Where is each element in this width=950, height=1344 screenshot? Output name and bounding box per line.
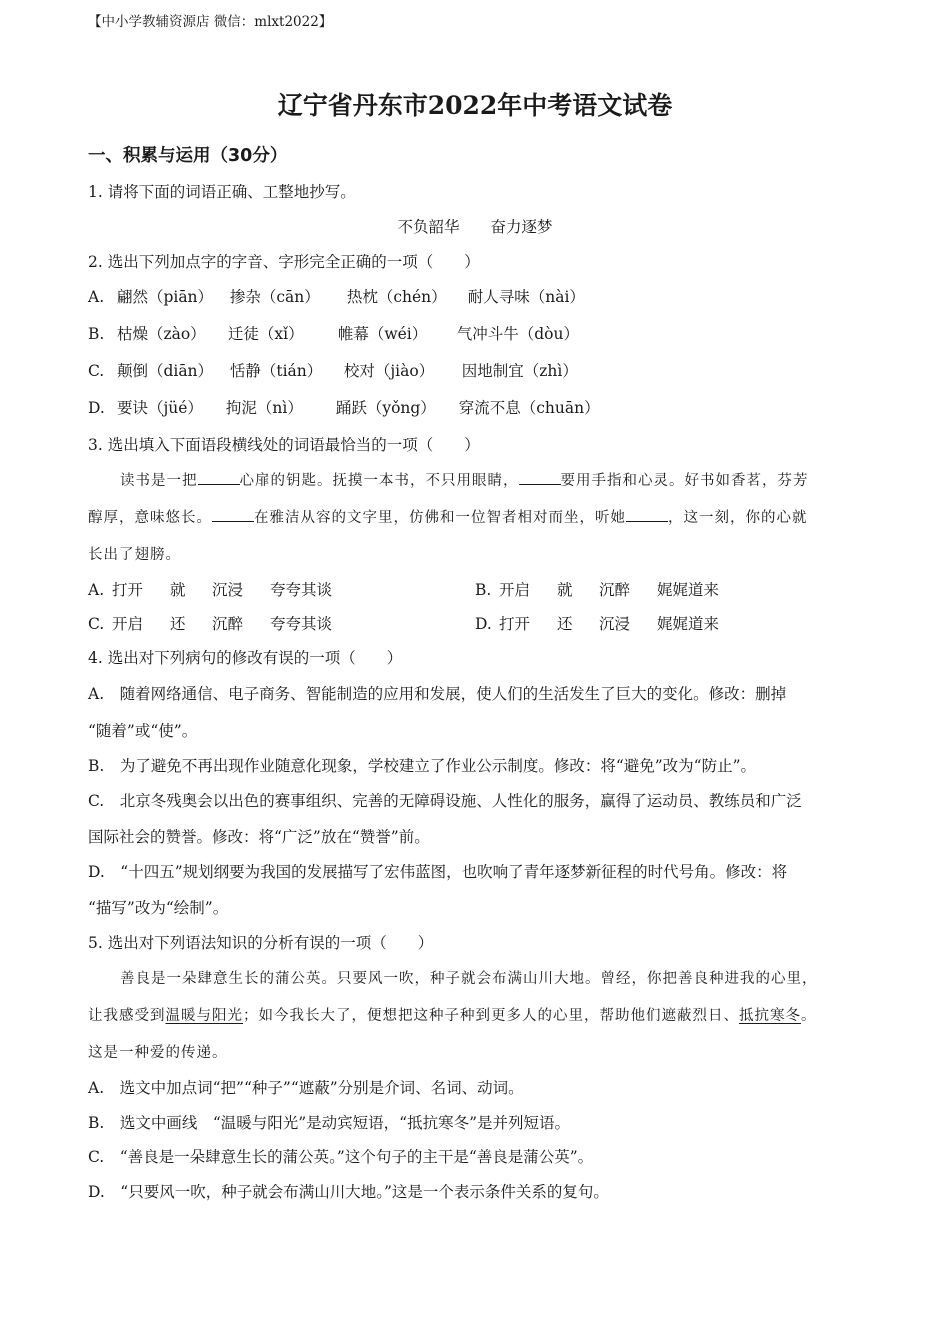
q2-option-c [88, 360, 578, 382]
option-letter: B. [88, 325, 105, 343]
passage-text: 在雅洁从容的文字里，仿佛和一位智者相对而坐，听她 [254, 510, 626, 526]
option-word: 沉醉 [212, 615, 244, 633]
option-word: 恬静（tián） [229, 362, 323, 380]
option-letter: D. [475, 615, 492, 633]
q4-option-d-line-2: “描写”改为“绘制”。 [88, 899, 229, 917]
fill-blank [626, 507, 668, 522]
option-word: 夸夸其谈 [270, 615, 333, 633]
option-word: 打开 [499, 615, 531, 633]
option-word: 因地制宜（zhì） [461, 362, 578, 380]
option-word: 枯燥（zào） [116, 325, 206, 343]
q3-passage-line-1 [120, 470, 809, 492]
option-word: 打开 [112, 581, 144, 599]
q4-option-a-line-2: “随着”或“使”。 [88, 722, 198, 740]
option-word: 掺杂（cān） [229, 288, 320, 306]
passage-text: ，这一刻，你的心就 [668, 510, 808, 526]
option-word: 穿流不息（chuān） [458, 399, 600, 417]
option-word: 还 [557, 615, 573, 633]
underlined-phrase: 温暖与阳光 [165, 1008, 243, 1024]
option-word: 沉醉 [599, 581, 631, 599]
fill-blank [212, 507, 254, 522]
question-4-stem: 4. 选出对下列病句的修改有误的一项（ ） [88, 649, 403, 667]
option-word: 开启 [112, 615, 144, 633]
q5-option-a: A. 选文中加点词“把”“种子”“遮蔽”分别是介词、名词、动词。 [88, 1079, 524, 1097]
section-heading: 一、积累与运用（30分） [88, 146, 288, 166]
option-word: 夸夸其谈 [270, 581, 333, 599]
q3-option-d [475, 613, 719, 635]
option-word: 气冲斗牛（dòu） [456, 325, 579, 343]
q5-passage-line-1: 善良是一朵肆意生长的蒲公英。只要风一吹，种子就会布满山川大地。曾经，你把善良种进我的心里， [120, 971, 818, 987]
exam-title: 辽宁省丹东市2022年中考语文试卷 [277, 91, 673, 120]
option-word: 热枕（chén） [346, 288, 447, 306]
question-2-stem: 2. 选出下列加点字的字音、字形完全正确的一项（ ） [88, 253, 480, 271]
option-letter: A. [88, 288, 105, 306]
option-letter: D. [88, 399, 105, 417]
fill-blank [519, 470, 561, 485]
passage-text: ；如今我长大了，便想把这种子种到更多人的心里，帮助他们遮蔽烈日、 [243, 1008, 739, 1024]
option-word: 就 [170, 581, 186, 599]
option-letter: C. [88, 362, 105, 380]
option-word: 颠倒（diān） [116, 362, 214, 380]
option-word: 帷幕（wéi） [337, 325, 428, 343]
copy-words: 不负韶华 奋力逐梦 [397, 218, 553, 236]
shop-header: 【中小学教辅资源店 微信：mlxt2022】 [88, 14, 333, 30]
option-word: 踊跃（yǒng） [335, 399, 436, 417]
option-word: 翩然（piān） [116, 288, 214, 306]
q3-option-c [88, 613, 332, 635]
option-word: 迁徒（xǐ） [227, 325, 304, 343]
option-word: 开启 [499, 581, 531, 599]
q3-option-b [475, 579, 719, 601]
option-letter: A. [88, 581, 105, 599]
q4-option-b: B. 为了避免不再出现作业随意化现象，学校建立了作业公示制度。修改：将“避免”改为“防止”。 [88, 757, 757, 775]
option-word: 耐人寻味（nài） [467, 288, 585, 306]
passage-text: 让我感受到 [88, 1008, 166, 1024]
q2-option-a [88, 286, 585, 308]
passage-text: 读书是一把 [120, 473, 198, 489]
option-word: 沉浸 [599, 615, 631, 633]
option-word: 娓娓道来 [657, 615, 720, 633]
q2-option-b [88, 323, 579, 345]
question-3-stem: 3. 选出填入下面语段横线处的词语最恰当的一项（ ） [88, 436, 480, 454]
option-word: 拘泥（nì） [225, 399, 303, 417]
passage-text: 要用手指和心灵。好书如香茗，芬芳 [560, 473, 809, 489]
q3-option-a [88, 579, 332, 601]
passage-text: 醇厚，意味悠长。 [88, 510, 212, 526]
option-word: 要诀（jüé） [116, 399, 203, 417]
q4-option-c-line-1: C. 北京冬残奥会以出色的赛事组织、完善的无障碍设施、人性化的服务，赢得了运动员、教练员和广泛 [88, 792, 802, 810]
question-1-stem: 1. 请将下面的词语正确、工整地抄写。 [88, 183, 356, 201]
option-word: 娓娓道来 [657, 581, 720, 599]
option-letter: C. [88, 615, 105, 633]
option-letter: B. [475, 581, 492, 599]
underlined-phrase: 抵抗寒冬 [739, 1008, 801, 1024]
q5-option-c: C. “善良是一朵肆意生长的蒲公英。”这个句子的主干是“善良是蒲公英”。 [88, 1148, 594, 1166]
fill-blank [198, 470, 240, 485]
question-5-stem: 5. 选出对下列语法知识的分析有误的一项（ ） [88, 934, 434, 952]
q5-passage-line-3: 这是一种爱的传递。 [88, 1045, 228, 1061]
passage-text: 心扉的钥匙。抚摸一本书，不只用眼睛， [239, 473, 519, 489]
q2-option-d [88, 397, 600, 419]
q3-passage-line-2 [88, 507, 808, 529]
q5-option-d: D. “只要风一吹，种子就会布满山川大地。”这是一个表示条件关系的复句。 [88, 1183, 609, 1201]
passage-text: 。 [801, 1008, 817, 1024]
option-word: 还 [170, 615, 186, 633]
q4-option-c-line-2: 国际社会的赞誉。修改：将“广泛”放在“赞誉”前。 [88, 828, 430, 846]
q4-option-a-line-1: A. 随着网络通信、电子商务、智能制造的应用和发展，使人们的生活发生了巨大的变化。修改：删掉 [88, 685, 787, 703]
q3-passage-line-3: 长出了翅膀。 [88, 547, 181, 563]
q5-passage-line-2 [88, 1005, 817, 1027]
q5-option-b: B. 选文中画线 “温暖与阳光”是动宾短语，“抵抗寒冬”是并列短语。 [88, 1114, 571, 1132]
option-word: 沉浸 [212, 581, 244, 599]
option-word: 校对（jiào） [343, 362, 435, 380]
q4-option-d-line-1: D. “十四五”规划纲要为我国的发展描写了宏伟蓝图，也吹响了青年逐梦新征程的时代号角。修改：将 [88, 863, 788, 881]
option-word: 就 [557, 581, 573, 599]
